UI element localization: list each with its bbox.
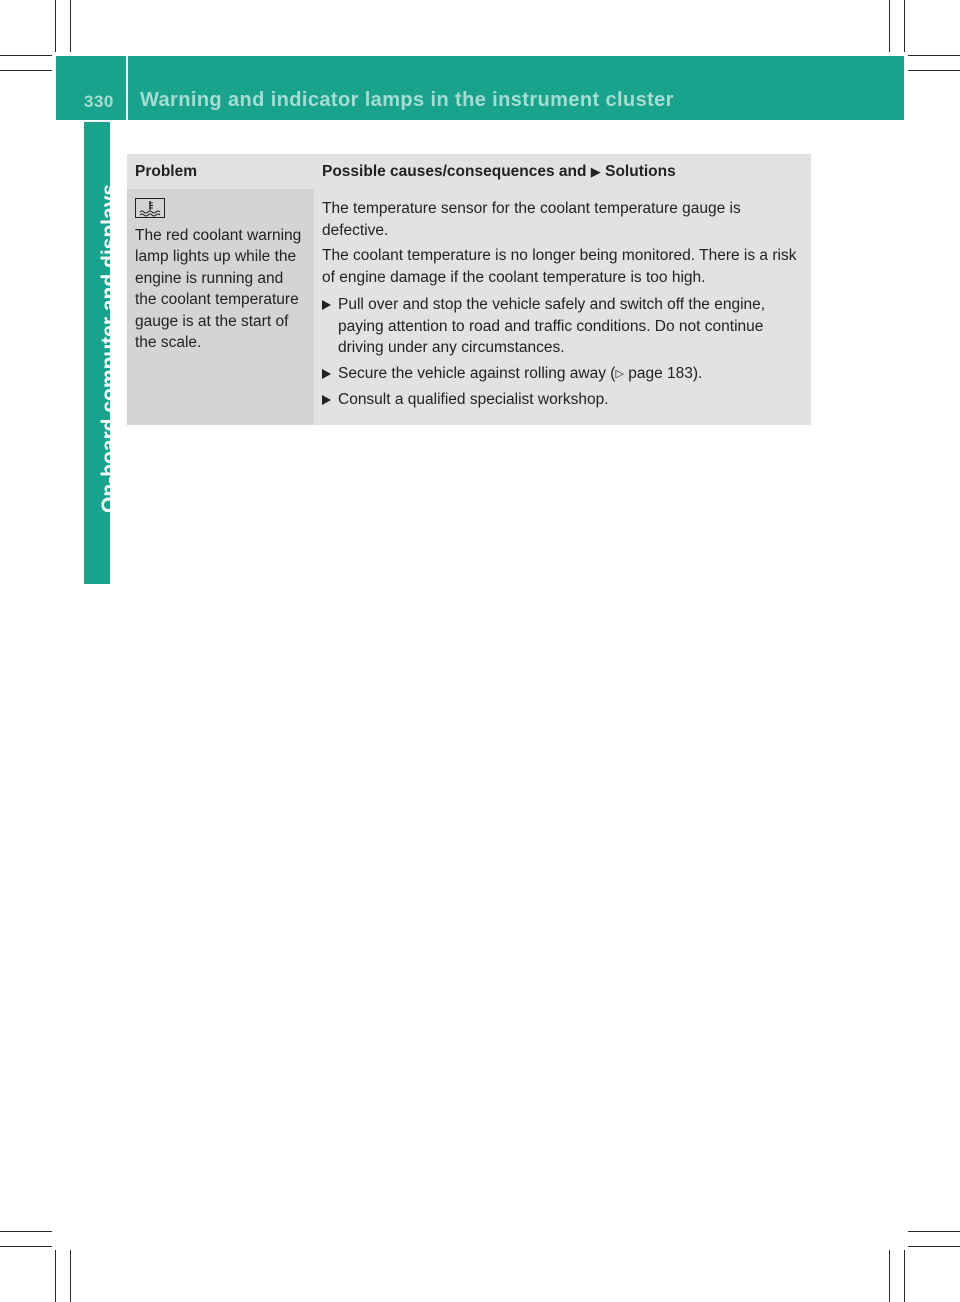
table-header-row <box>127 154 811 189</box>
warning-table <box>127 154 811 425</box>
crop-mark <box>55 0 56 52</box>
arrow-icon: ▶ <box>590 163 601 179</box>
crop-mark <box>0 55 52 56</box>
step-marker-icon <box>322 395 331 405</box>
crop-mark <box>0 70 52 71</box>
header-divider <box>126 56 128 120</box>
crop-mark <box>55 1250 56 1302</box>
side-tab-label: On-board computer and displays <box>98 183 121 513</box>
table-row <box>127 189 811 425</box>
cause-text: The coolant temperature is no longer being monitored. There is a risk of engine damage if the coolant temperature is too high. <box>322 247 797 286</box>
crop-mark <box>908 70 960 71</box>
header-solutions-prefix: Possible causes/consequences and <box>322 162 587 180</box>
crop-mark <box>908 1231 960 1232</box>
step-text: Secure the vehicle against rolling away ( <box>338 364 616 382</box>
chapter-title: Warning and indicator lamps in the instrument cluster <box>140 89 674 111</box>
crop-mark <box>70 1250 71 1302</box>
page-reference-icon: ▷ <box>615 367 624 380</box>
step-text: Pull over and stop the vehicle safely and switch off the engine, paying attention to road and traffic conditions. Do not continue driving under any circumstances. <box>338 296 766 356</box>
crop-mark <box>889 0 890 52</box>
step-text: Consult a qualified specialist workshop. <box>338 391 609 408</box>
header-solutions-suffix: Solutions <box>605 162 676 180</box>
page-number: 330 <box>84 92 114 111</box>
crop-mark <box>904 1250 905 1302</box>
crop-mark <box>889 1250 890 1302</box>
step-item <box>322 389 803 411</box>
coolant-temperature-warning-icon <box>135 198 165 218</box>
page-reference-link[interactable]: page 183). <box>628 364 703 382</box>
step-marker-icon <box>322 300 331 310</box>
step-marker-icon <box>322 369 331 379</box>
crop-mark <box>70 0 71 52</box>
crop-mark <box>908 55 960 56</box>
solutions-cell <box>314 189 811 425</box>
header-problem: Problem <box>127 154 314 189</box>
crop-mark <box>0 1231 52 1232</box>
header-solutions <box>314 154 811 189</box>
cause-text: The temperature sensor for the coolant temperature gauge is defective. <box>322 200 741 239</box>
problem-cell <box>127 189 314 425</box>
crop-mark <box>908 1246 960 1247</box>
crop-mark <box>904 0 905 52</box>
step-item <box>322 363 803 386</box>
problem-text: The red coolant warning lamp lights up while the engine is running and the coolant temperature gauge is at the start of the scale. <box>135 226 302 351</box>
crop-mark <box>0 1246 52 1247</box>
page-header <box>56 56 904 120</box>
step-item <box>322 294 803 359</box>
